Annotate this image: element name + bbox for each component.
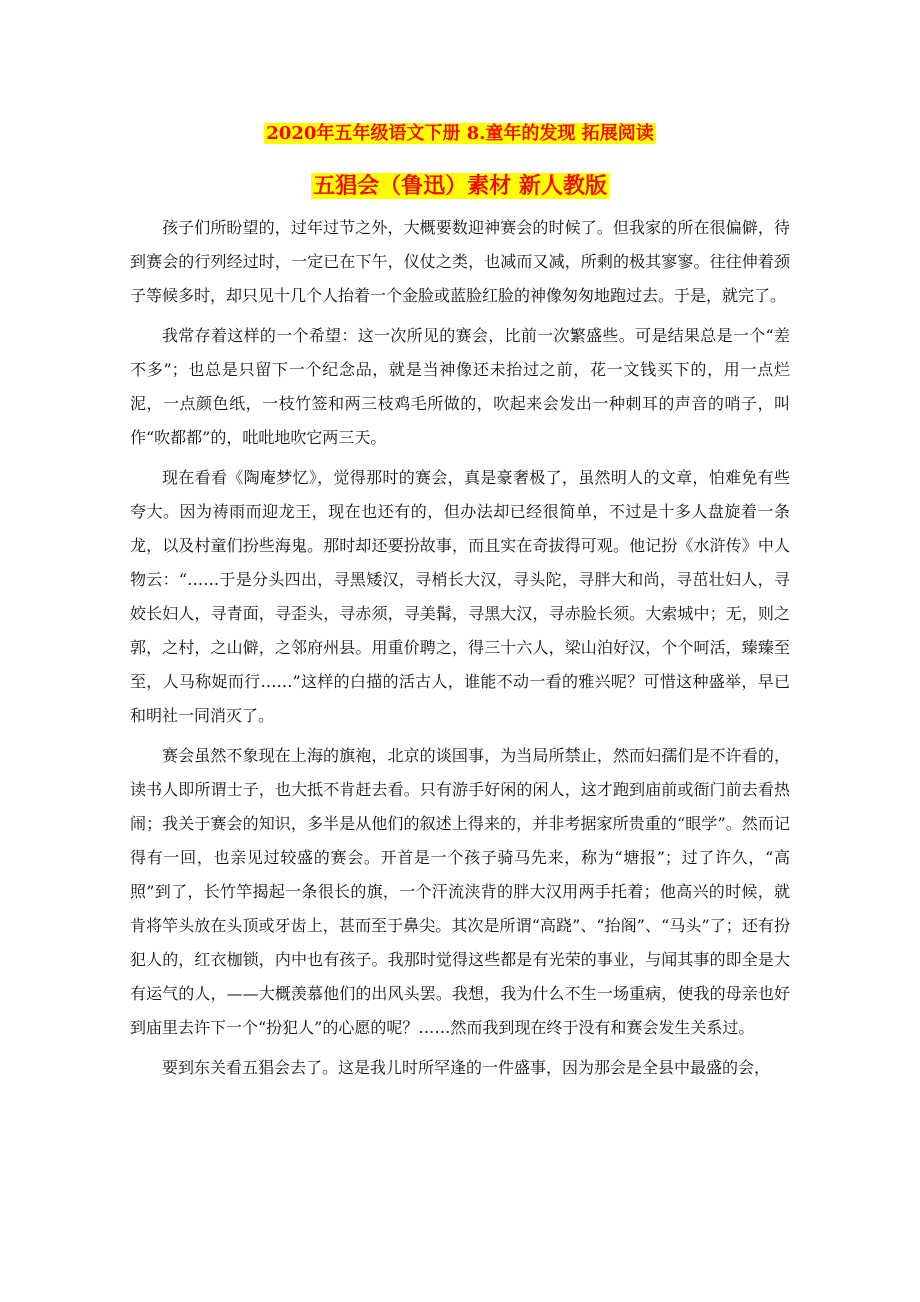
- paragraph: 现在看看《陶庵梦忆》，觉得那时的赛会，真是豪奢极了，虽然明人的文章，怕难免有些夸大。因为祷雨而迎龙王，现在也还有的，但办法却已经很简单，不过是十多人盘旋着一条龙，以及村童们扮些海鬼。那时却还要扮故事，而且实在奇拔得可观。他记扮《水浒传》中人物云：“……于是分头四出，寻黑矮汉，寻梢长大汉，寻头陀，寻胖大和尚，寻茁壮妇人，寻姣长妇人，寻青面，寻歪头，寻赤须，寻美髯，寻黑大汉，寻赤脸长须。大索城中；无，则之郭，之村，之山僻，之邻府州县。用重价聘之，得三十六人，梁山泊好汉，个个呵活，臻臻至至，人马称娖而行……”这样的白描的活古人，谁能不动一看的雅兴呢？可惜这种盛举，早已和明社一同消灭了。: [130, 468, 790, 725]
- document-title-line-1: [0, 121, 920, 147]
- subtitle-highlight: 五猖会（鲁迅）素材 新人教版: [313, 173, 607, 199]
- document-title-line-2: [0, 170, 920, 202]
- paragraph: 孩子们所盼望的，过年过节之外，大概要数迎神赛会的时候了。但我家的所在很偏僻，待到赛会的行列经过时，一定已在下午，仪仗之类，也减而又减，所剩的极其寥寥。往往伸着颈子等候多时，却只见十几个人抬着一个金脸或蓝脸红脸的神像匆匆地跑过去。于是，就完了。: [130, 218, 790, 305]
- article-body: [130, 211, 790, 1091]
- paragraph: 我常存着这样的一个希望：这一次所见的赛会，比前一次繁盛些。可是结果总是一个“差不多”；也总是只留下一个纪念品，就是当神像还未抬过之前，花一文钱买下的，用一点烂泥，一点颜色纸，一枝竹签和两三枝鸡毛所做的，吹起来会发出一种刺耳的声音的哨子，叫作“吹都都”的，吡吡地吹它两三天。: [130, 326, 790, 447]
- paragraph: 赛会虽然不象现在上海的旗袍，北京的谈国事，为当局所禁止，然而妇孺们是不许看的，读书人即所谓士子，也大抵不肯赶去看。只有游手好闲的闲人，这才跑到庙前或衙门前去看热闹；我关于赛会的知识，多半是从他们的叙述上得来的，并非考据家所贵重的“眼学”。然而记得有一回，也亲见过较盛的赛会。开首是一个孩子骑马先来，称为“塘报”；过了许久，“高照”到了，长竹竿揭起一条很长的旗，一个汗流浃背的胖大汉用两手托着；他高兴的时候，就肯将竿头放在头顶或牙齿上，甚而至于鼻尖。其次是所谓“高跷”、“抬阁”、“马头”了；还有扮犯人的，红衣枷锁，内中也有孩子。我那时觉得这些都是有光荣的事业，与闻其事的即全是大有运气的人，——大概羡慕他们的出风头罢。我想，我为什么不生一场重病，使我的母亲也好到庙里去许下一个“扮犯人”的心愿的呢？……然而我到现在终于没有和赛会发生关系过。: [130, 746, 790, 1037]
- title-highlight: 2020年五年级语文下册 8.童年的发现 拓展阅读: [266, 123, 654, 144]
- paragraph: 要到东关看五猖会去了。这是我儿时所罕逢的一件盛事，因为那会是全县中最盛的会，: [162, 1058, 771, 1077]
